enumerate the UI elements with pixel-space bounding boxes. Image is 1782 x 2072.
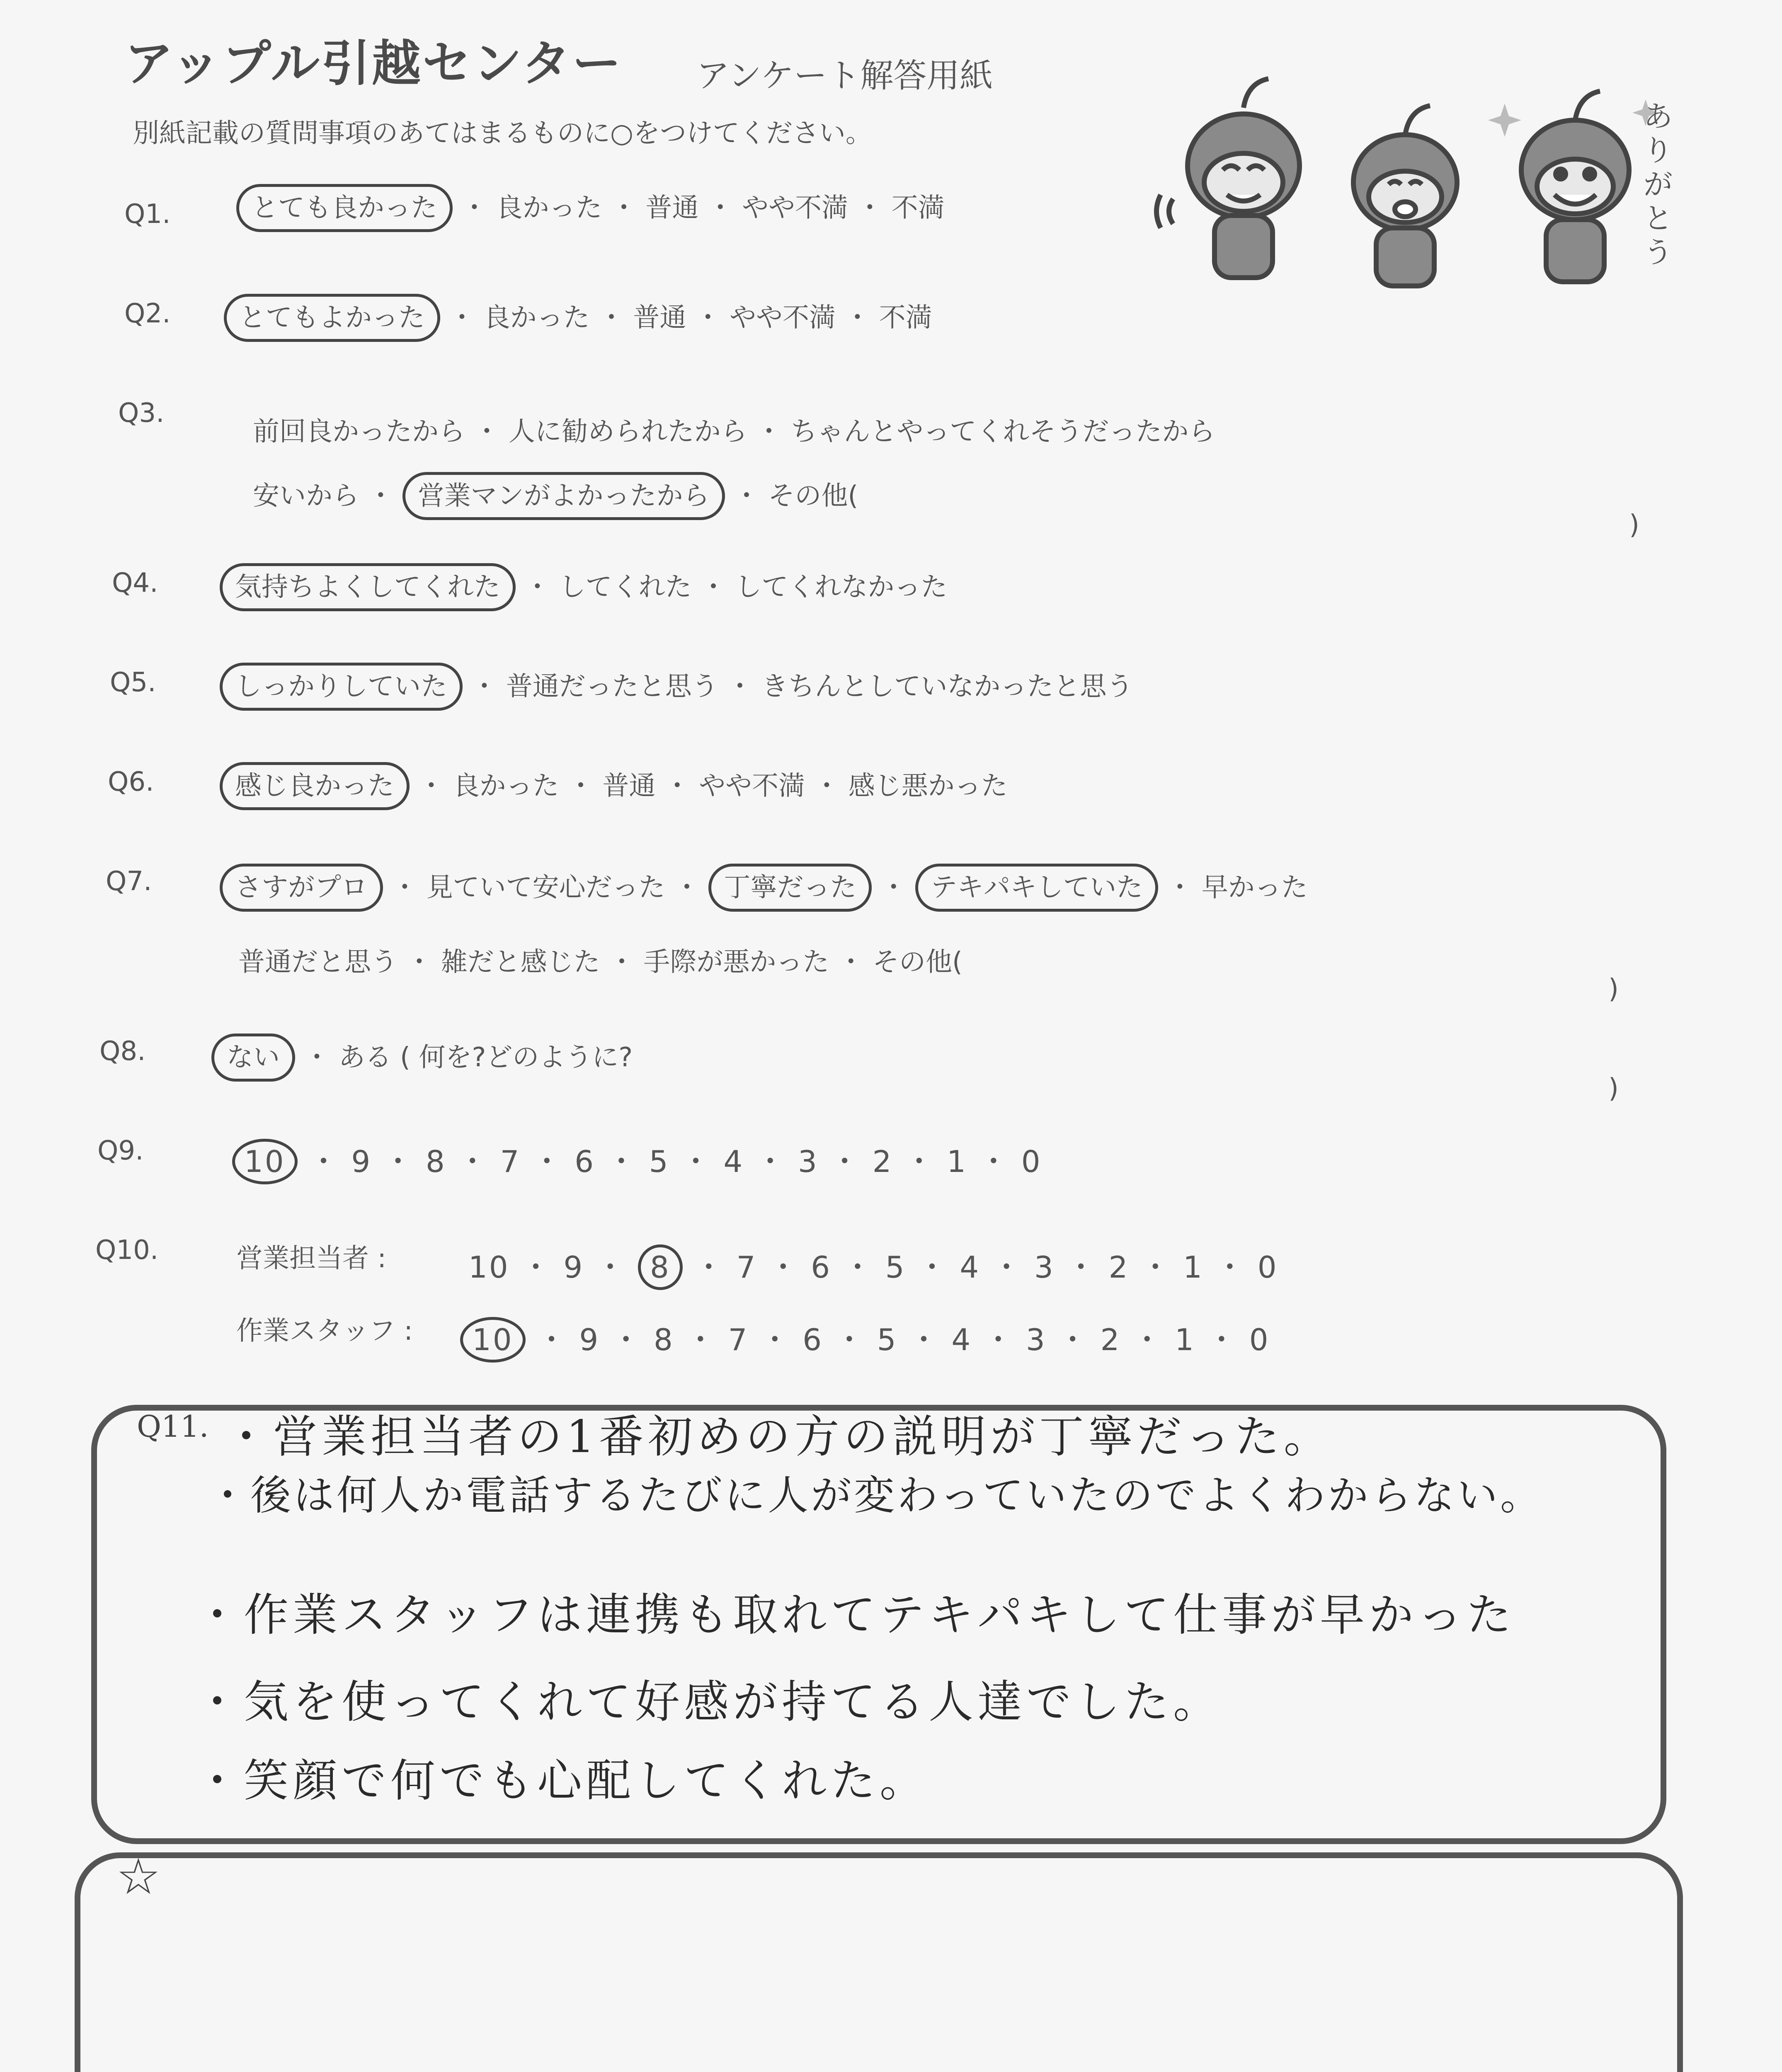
q10-staff-score[interactable]: 0 [1249, 1322, 1270, 1357]
q10-sales-score[interactable]: 7 [736, 1250, 757, 1285]
q4-option-selected[interactable]: 気持ちよくしてくれた [220, 563, 516, 611]
q11-comment-line: ・笑顔で何でも心配してくれた。 [195, 1755, 929, 1807]
q8-close-paren: ) [1608, 1073, 1619, 1104]
q7-option[interactable]: 雑だと感じた [441, 947, 600, 978]
q10-staff-score[interactable]: 1 [1175, 1322, 1195, 1357]
q5-option[interactable]: きちんとしていなかったと思う [761, 671, 1133, 702]
q11-comment-line: ・作業スタッフは連携も取れてテキパキして仕事が早かった [195, 1589, 1516, 1641]
q10-sales-score[interactable]: 3 [1034, 1250, 1055, 1285]
q10-staff-scale: 10 ・ 9 ・ 8 ・ 7 ・ 6 ・ 5 ・ 4 ・ 3 ・ 2 ・ 1 ・ 0 [460, 1316, 1270, 1359]
q5-options: しっかりしていた ・ 普通だったと思う ・ きちんとしていなかったと思う [220, 665, 1133, 703]
q6-option[interactable]: やや不満 [699, 771, 805, 801]
q11-comment-line: ・気を使ってくれて好感が持てる人達でした。 [195, 1676, 1222, 1728]
q2-option[interactable]: 良かった [483, 303, 590, 333]
q2-option[interactable]: 不満 [879, 303, 932, 333]
q8-label: Q8. [99, 1036, 146, 1067]
form-title: アップル引越センター [124, 35, 623, 92]
form-subtitle: アンケート解答用紙 [696, 56, 993, 95]
q1-option[interactable]: 良かった [496, 193, 602, 223]
q9-score[interactable]: 3 [798, 1144, 819, 1179]
mascot-caption: ありがとう [1644, 99, 1673, 269]
q8-option-selected[interactable]: ない [211, 1034, 295, 1082]
q1-label: Q1. [124, 199, 171, 230]
q10-staff-score[interactable]: 5 [877, 1322, 898, 1357]
q10-sales-score[interactable]: 6 [811, 1250, 832, 1285]
q3-option[interactable]: 安いから [253, 481, 359, 511]
q9-score[interactable]: 5 [649, 1144, 670, 1179]
q10-staff-score[interactable]: 8 [654, 1322, 674, 1357]
q2-option[interactable]: 普通 [633, 303, 686, 333]
q7-option[interactable]: 早かった [1201, 872, 1308, 903]
q10-sales-scale: 10 ・ 9 ・ 8 ・ 7 ・ 6 ・ 5 ・ 4 ・ 3 ・ 2 ・ 1 ・ 0 [468, 1243, 1278, 1286]
q10-staff-score[interactable]: 9 [579, 1322, 600, 1357]
q10-sales-score[interactable]: 0 [1257, 1250, 1278, 1285]
q10-sales-score[interactable]: 1 [1183, 1250, 1204, 1285]
q4-option[interactable]: してくれなかった [735, 572, 948, 603]
q11-comment-line: ・後は何人か電話するたびに人が変わっていたのでよくわからない。 [207, 1472, 1544, 1519]
q1-option[interactable]: やや不満 [742, 193, 849, 223]
q10-sales-score[interactable]: 2 [1108, 1250, 1130, 1285]
q9-score[interactable]: 7 [500, 1144, 521, 1179]
q1-option[interactable]: 不満 [891, 193, 945, 223]
q6-option-selected[interactable]: 感じ良かった [220, 762, 410, 810]
q10-staff-label: 作業スタッフ : [236, 1316, 413, 1346]
q10-sales-score[interactable]: 4 [960, 1250, 981, 1285]
q10-label: Q10. [95, 1235, 159, 1266]
q3-option[interactable]: ちゃんとやってくれそうだったから [790, 416, 1215, 447]
q9-scale: 10 ・ 9 ・ 8 ・ 7 ・ 6 ・ 5 ・ 4 ・ 3 ・ 2 ・ 1 ・ 0 [232, 1138, 1042, 1181]
q9-score[interactable]: 9 [351, 1144, 372, 1179]
q4-options: 気持ちよくしてくれた ・ してくれた ・ してくれなかった [220, 566, 947, 604]
q2-option[interactable]: やや不満 [730, 303, 836, 333]
q5-option[interactable]: 普通だったと思う [506, 671, 718, 702]
q10-staff-score[interactable]: 7 [728, 1322, 749, 1357]
q2-options: とてもよかった ・ 良かった ・ 普通 ・ やや不満 ・ 不満 [224, 296, 932, 334]
q11-label: Q11. [137, 1409, 209, 1444]
q6-options: 感じ良かった ・ 良かった ・ 普通 ・ やや不満 ・ 感じ悪かった [220, 765, 1008, 803]
q3-option[interactable]: 人に勧められたから [508, 416, 747, 447]
q1-options: とても良かった ・ 良かった ・ 普通 ・ やや不満 ・ 不満 [236, 186, 945, 225]
q11-comment-line: ・営業担当者の1番初めの方の説明が丁寧だった。 [224, 1411, 1333, 1463]
mascot-illustration [1152, 58, 1691, 290]
q9-score-selected[interactable]: 10 [232, 1139, 298, 1184]
q9-score[interactable]: 4 [723, 1144, 744, 1179]
q9-score[interactable]: 8 [426, 1144, 446, 1179]
q6-option[interactable]: 感じ悪かった [848, 771, 1008, 801]
q9-score[interactable]: 2 [872, 1144, 893, 1179]
q7-label: Q7. [106, 866, 152, 897]
q7-option-selected[interactable]: 丁寧だった [708, 864, 872, 912]
q9-score[interactable]: 1 [947, 1144, 967, 1179]
q10-staff-score[interactable]: 4 [951, 1322, 972, 1357]
q6-option[interactable]: 普通 [602, 771, 656, 801]
q1-option[interactable]: 普通 [645, 193, 699, 223]
q6-label: Q6. [108, 767, 154, 797]
q7-option-other[interactable]: その他( [873, 947, 963, 978]
q3-option-other[interactable]: その他( [768, 481, 858, 511]
q10-staff-score[interactable]: 6 [803, 1322, 823, 1357]
q3-option-selected[interactable]: 営業マンがよかったから [402, 472, 725, 520]
q8-options: ない ・ ある ( 何を?どのように? [211, 1036, 633, 1074]
q10-sales-label: 営業担当者 : [236, 1243, 386, 1274]
q8-option[interactable]: ある ( 何を?どのように? [338, 1042, 633, 1073]
star-icon: ☆ [116, 1848, 161, 1906]
q5-label: Q5. [110, 667, 156, 698]
q10-sales-score-selected[interactable]: 8 [638, 1244, 683, 1290]
q3-option[interactable]: 前回良かったから [253, 416, 465, 447]
q3-close-paren: ) [1629, 510, 1639, 540]
q7-option[interactable]: 普通だと思う [238, 947, 398, 978]
q10-sales-score[interactable]: 5 [885, 1250, 906, 1285]
q3-options-row1: 前回良かったから ・ 人に勧められたから ・ ちゃんとやってくれそうだったから [253, 416, 1215, 447]
q7-options-row1: さすがプロ ・ 見ていて安心だった ・ 丁寧だった ・ テキパキしていた ・ 早かった [220, 866, 1308, 904]
q10-sales-score[interactable]: 10 [468, 1250, 510, 1285]
q10-sales-score[interactable]: 9 [563, 1250, 584, 1285]
q7-close-paren: ) [1608, 974, 1619, 1005]
q4-label: Q4. [112, 568, 158, 598]
q10-staff-score-selected[interactable]: 10 [460, 1317, 526, 1363]
extra-comment-box[interactable] [75, 1852, 1683, 2072]
q7-options-row2: 普通だと思う ・ 雑だと感じた ・ 手際が悪かった ・ その他( [238, 947, 963, 978]
q10-staff-score[interactable]: 3 [1026, 1322, 1047, 1357]
q10-staff-score[interactable]: 2 [1100, 1322, 1121, 1357]
q6-option[interactable]: 良かった [453, 771, 559, 801]
q5-option-selected[interactable]: しっかりしていた [220, 663, 463, 711]
q2-option-selected[interactable]: とてもよかった [224, 294, 440, 342]
q7-option-selected[interactable]: さすがプロ [220, 864, 383, 912]
q9-score[interactable]: 0 [1021, 1144, 1042, 1179]
q3-options-row2: 安いから ・ 営業マンがよかったから ・ その他( [253, 474, 858, 513]
q2-label: Q2. [124, 298, 171, 329]
q4-option[interactable]: してくれた [559, 572, 692, 603]
q7-option[interactable]: 手際が悪かった [643, 947, 829, 978]
instruction-text: 別紙記載の質問事項のあてはまるものに○をつけてください。 [133, 118, 872, 149]
q7-option-selected[interactable]: テキパキしていた [915, 864, 1158, 912]
q3-label: Q3. [118, 398, 165, 428]
q1-option-selected[interactable]: とても良かった [236, 184, 453, 232]
q7-option[interactable]: 見ていて安心だった [426, 872, 665, 903]
q9-label: Q9. [97, 1135, 144, 1166]
q9-score[interactable]: 6 [575, 1144, 595, 1179]
